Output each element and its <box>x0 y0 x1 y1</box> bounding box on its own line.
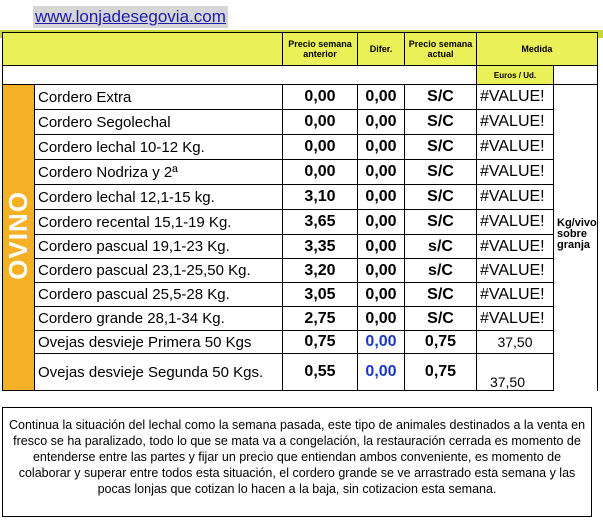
measure-value: #VALUE! <box>477 85 554 110</box>
price-diff: 0,00 <box>358 185 405 210</box>
header-measure-unit: Euros / Ud. <box>477 66 554 85</box>
product-name: Cordero grande 28,1-34 Kg. <box>35 307 283 331</box>
price-diff: 0,00 <box>358 235 405 259</box>
product-name: Cordero Extra <box>35 85 283 110</box>
measure-value: 37,50 <box>477 331 554 354</box>
header-prev-week: Precio semana anterior <box>283 33 358 66</box>
current-price: S/C <box>405 135 477 160</box>
prev-price: 3,35 <box>283 235 358 259</box>
table-row <box>3 307 598 331</box>
table-row <box>3 354 598 391</box>
subheader-blank <box>3 66 477 85</box>
product-name: Cordero lechal 10-12 Kg. <box>35 135 283 160</box>
current-price: s/C <box>405 235 477 259</box>
header-row <box>3 33 598 66</box>
section-label-cell <box>3 85 35 391</box>
measure-value: #VALUE! <box>477 307 554 331</box>
product-name: Ovejas desvieje Segunda 50 Kgs. <box>35 354 283 391</box>
current-price: s/C <box>405 259 477 283</box>
measure-value: #VALUE! <box>477 185 554 210</box>
current-price: S/C <box>405 283 477 307</box>
price-diff: 0,00 <box>358 307 405 331</box>
current-price: S/C <box>405 210 477 235</box>
table-row <box>3 259 598 283</box>
prev-price: 2,75 <box>283 307 358 331</box>
subheader-row <box>3 66 598 85</box>
product-name: Cordero Nodriza y 2ª <box>35 160 283 185</box>
unit-cell <box>554 85 598 110</box>
table-row <box>3 331 598 354</box>
price-diff: 0,00 <box>358 331 405 354</box>
market-note: Continua la situación del lechal como la semana pasada, este tipo de animales destinados a la venta en fresco se ha paralizado, todo lo que se mata va a congelación, la restauración cerrada es momento de entenderse entre las partes y fijar un precio que entiendan ambos conveniente, es momento de colaborar y superar entre todos esta situación, el cordero grande se ve arrastrado esta semana y las pocas lonjas que cotizan lo hacen a la baja, sin cotizacion esta semana. <box>2 407 592 517</box>
prev-price: 0,00 <box>283 135 358 160</box>
current-price: S/C <box>405 185 477 210</box>
current-price: 0,75 <box>405 354 477 391</box>
measure-value: #VALUE! <box>477 235 554 259</box>
prev-price: 0,00 <box>283 85 358 110</box>
header-diff: Difer. <box>358 33 405 66</box>
header-measure: Medida <box>477 33 598 66</box>
table-row <box>3 160 598 185</box>
subheader-blank-right <box>554 66 598 85</box>
product-name: Cordero pascual 25,5-28 Kg. <box>35 283 283 307</box>
prev-price: 0,00 <box>283 160 358 185</box>
table-row <box>3 135 598 160</box>
table-row <box>3 85 598 110</box>
prev-price: 0,75 <box>283 331 358 354</box>
price-diff: 0,00 <box>358 283 405 307</box>
price-diff: 0,00 <box>358 210 405 235</box>
measure-value: #VALUE! <box>477 110 554 135</box>
section-label: OVINO <box>3 190 33 280</box>
prev-price: 3,20 <box>283 259 358 283</box>
price-table <box>2 32 598 391</box>
unit-cell <box>554 331 598 354</box>
measure-value: #VALUE! <box>477 283 554 307</box>
product-name: Cordero pascual 23,1-25,50 Kg. <box>35 259 283 283</box>
measure-value: #VALUE! <box>477 160 554 185</box>
product-name: Cordero recental 15,1-19 Kg. <box>35 210 283 235</box>
current-price: S/C <box>405 110 477 135</box>
price-diff: 0,00 <box>358 160 405 185</box>
price-diff: 0,00 <box>358 354 405 391</box>
measure-value: #VALUE! <box>477 135 554 160</box>
prev-price: 0,00 <box>283 110 358 135</box>
table-row <box>3 210 598 235</box>
site-link[interactable]: www.lonjadesegovia.com <box>35 7 226 26</box>
price-diff: 0,00 <box>358 259 405 283</box>
current-price: S/C <box>405 85 477 110</box>
unit-cell <box>554 307 598 331</box>
current-price: S/C <box>405 307 477 331</box>
unit-cell <box>554 259 598 283</box>
product-name: Cordero Segolechal <box>35 110 283 135</box>
unit-cell <box>554 283 598 307</box>
unit-cell <box>554 110 598 135</box>
measure-value: #VALUE! <box>477 210 554 235</box>
header-current-week: Precio semana actual <box>405 33 477 66</box>
unit-cell <box>554 135 598 160</box>
product-name: Cordero pascual 19,1-23 Kg. <box>35 235 283 259</box>
prev-price: 3,05 <box>283 283 358 307</box>
header-blank <box>3 33 283 66</box>
current-price: S/C <box>405 160 477 185</box>
prev-price: 3,65 <box>283 210 358 235</box>
price-diff: 0,00 <box>358 85 405 110</box>
table-row <box>3 235 598 259</box>
measure-value: #VALUE! <box>477 259 554 283</box>
price-diff: 0,00 <box>358 110 405 135</box>
product-name: Ovejas desvieje Primera 50 Kgs <box>35 331 283 354</box>
product-name: Cordero lechal 12,1-15 kg. <box>35 185 283 210</box>
price-diff: 0,00 <box>358 135 405 160</box>
prev-price: 0,55 <box>283 354 358 391</box>
table-row <box>3 185 598 210</box>
unit-cell <box>554 185 598 210</box>
unit-cell <box>554 160 598 185</box>
current-price: 0,75 <box>405 331 477 354</box>
table-row <box>3 283 598 307</box>
unit-cell <box>554 354 598 391</box>
prev-price: 3,10 <box>283 185 358 210</box>
measure-value: 37,50 <box>477 354 554 391</box>
unit-note: Kg/vivo sobre granja <box>554 210 598 259</box>
table-row <box>3 110 598 135</box>
